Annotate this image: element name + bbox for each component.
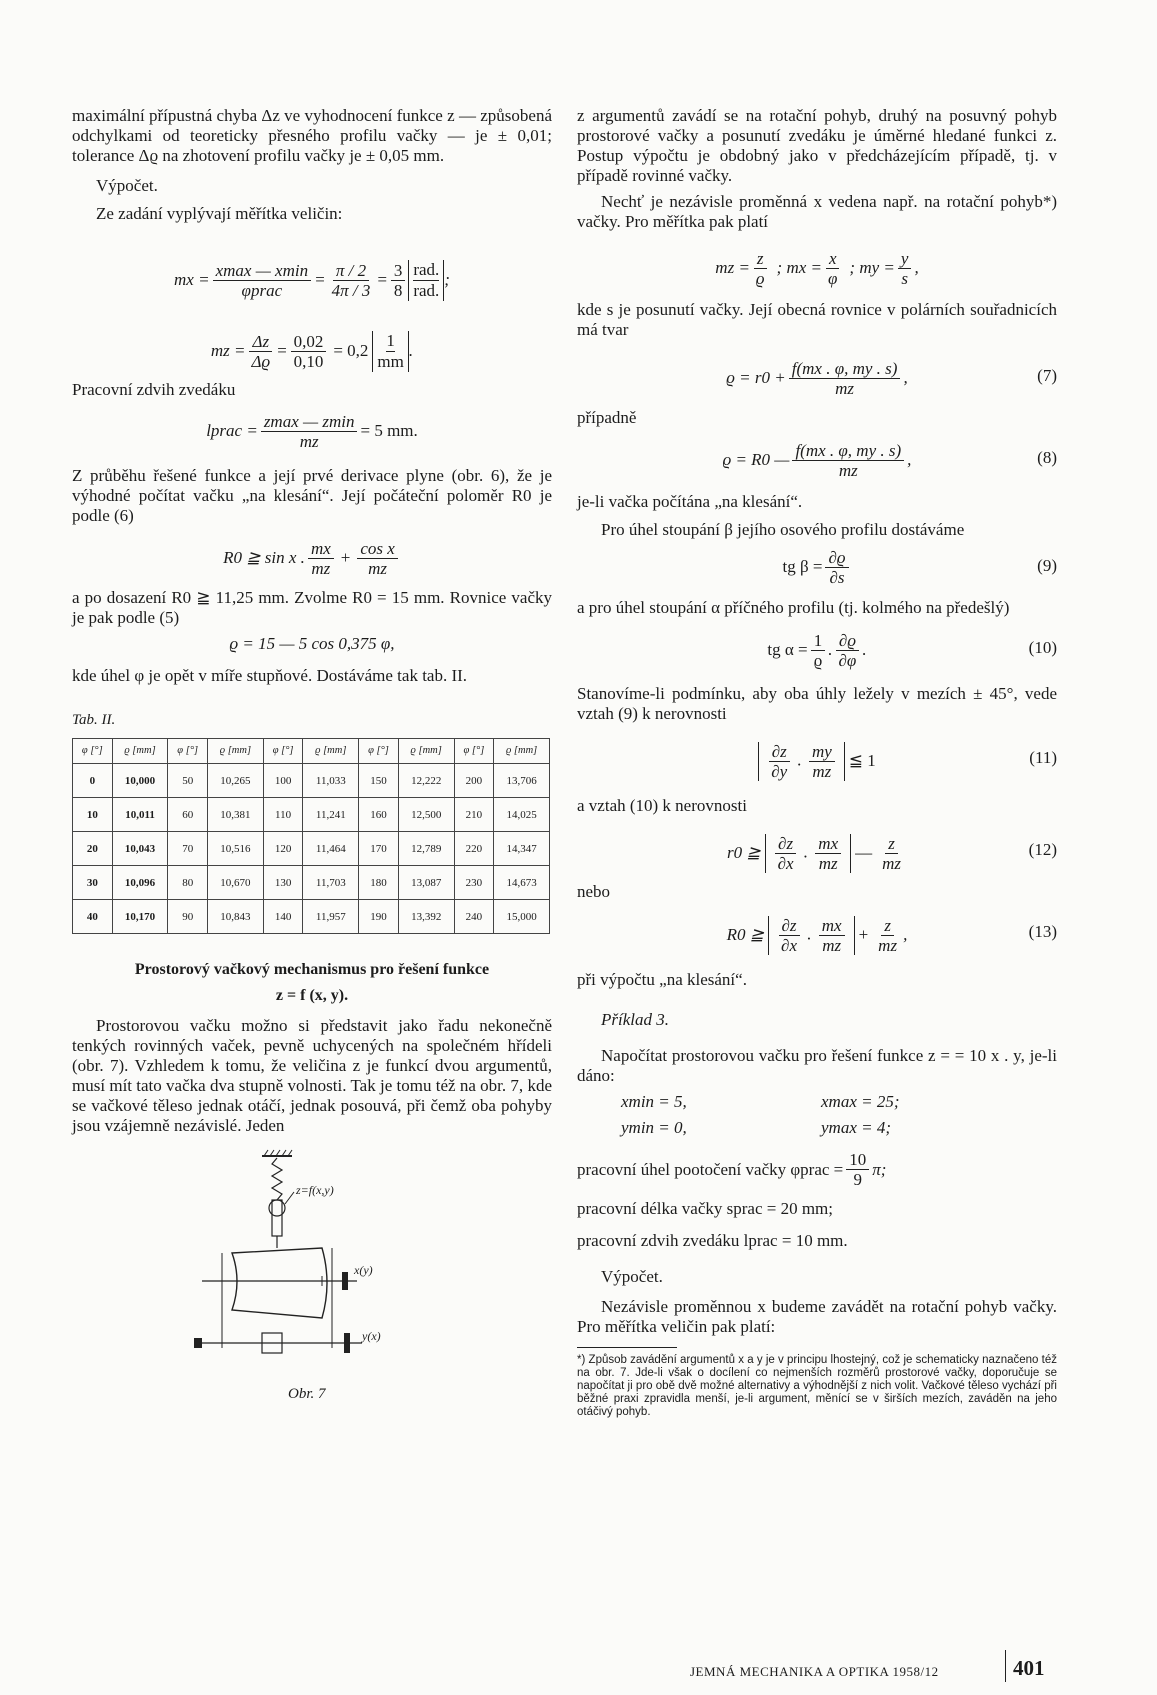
table-cell: 180: [359, 866, 399, 900]
table-cell: 10,000: [112, 764, 168, 798]
table-cell: 13,087: [398, 866, 454, 900]
data-table: [72, 738, 550, 934]
equation-number: (10): [1028, 638, 1057, 657]
paragraph: Z průběhu řešené funkce a její prvé derivace plyne (obr. 6), že je výhodné počítat vačku „na klesání“. Její počáteční poloměr R0 je podle (6): [72, 466, 552, 525]
footnote: *) Způsob zavádění argumentů x a y je v principu lhostejný, což je schematicky naznačeno též na obr. 7. Jde-li však o docílení co nejmenších rozměrů prostorové vačky, doporučuje se napočítat ji pro obě dvě možné alternativy a výhodnější z nich volit. Vačkové těleso vychází při běžné praxi zpravidla menší, je-li argument, měnící se v širších mezích, zaváděn na jeho otáčivý pohyb.: [577, 1354, 1057, 1418]
table-cell: 14,673: [494, 866, 550, 900]
paragraph: pracovní zdvih zvedáku lprac = 10 mm.: [577, 1231, 848, 1250]
paragraph: kde úhel φ je opět v míře stupňové. Dostáváme tak tab. II.: [72, 666, 468, 685]
paragraph: kde s je posunutí vačky. Její obecná rovnice v polárních souřadnicích má tvar: [577, 300, 1057, 339]
ymax-value: ymax = 4;: [821, 1118, 892, 1137]
table-header: φ [°]: [359, 739, 399, 764]
table-cell: 170: [359, 832, 399, 866]
working-angle: pracovní úhel pootočení vačky φprac = $\frac{10}{9}$ π;: [577, 1150, 887, 1189]
ymin-value: ymin = 0,: [621, 1118, 687, 1137]
table-cell: 14,347: [494, 832, 550, 866]
table-header: ϱ [mm]: [303, 739, 359, 764]
paragraph: případně: [577, 408, 637, 427]
paragraph: maximální přípustná chyba Δz ve vyhodnocení funkce z — způsobená odchylkami od teoreticky přesného profilu vačky — je ± 0,01; tolerance Δϱ na zhotovení profilu vačky je ± 0,05 mm.: [72, 106, 552, 165]
table-cell: 11,241: [303, 798, 359, 832]
table-cell: 12,500: [398, 798, 454, 832]
table-cell: 100: [263, 764, 303, 798]
table-cell: 10,043: [112, 832, 168, 866]
table-cell: 220: [454, 832, 494, 866]
table-header: φ [°]: [454, 739, 494, 764]
paragraph: z argumentů zavádí se na rotační pohyb, druhý na posuvný pohyb prostorové vačky a posunutí zvedáku je úměrné hledané funkci z. Postup výpočtu je obdobný jako v předcházejícím případě, tj. v případě rovinné vačky.: [577, 106, 1057, 185]
table-cell: 10,170: [112, 900, 168, 934]
table-caption: Tab. II.: [72, 712, 116, 728]
paragraph: a pro úhel stoupání α příčného profilu (tj. kolmého na předešlý): [577, 598, 1010, 617]
equation-mz: mz = $\frac{\Delta z}{\Delta ϱ}$ = $\frac{0,02}{0,10}$ = 0,2 1 mm .: [210, 330, 414, 371]
table-cell: 10: [73, 798, 113, 832]
equation-mx: mx = $\frac{xmax — xmin}{\text{φprac}}$ = $\frac{\pi / 2}{4\pi / 3}$ = $\frac{3}{8}$ rad. rad. ;: [174, 259, 450, 300]
table-cell: 10,381: [208, 798, 264, 832]
xmin-value: xmin = 5,: [621, 1092, 687, 1111]
table-cell: 40: [73, 900, 113, 934]
equation-number: (8): [1037, 448, 1057, 467]
table-cell: 200: [454, 764, 494, 798]
table-cell: 11,957: [303, 900, 359, 934]
table-cell: 70: [168, 832, 208, 866]
table-cell: 50: [168, 764, 208, 798]
table-cell: 10,670: [208, 866, 264, 900]
equation-number: (7): [1037, 366, 1057, 385]
table-header: ϱ [mm]: [398, 739, 454, 764]
table-cell: 13,392: [398, 900, 454, 934]
equation-r0: R0 ≧ sin x . $\frac{mx}{mz}$ + $\frac{\text{cos x}}{mz}$: [72, 534, 552, 582]
figure-caption: Obr. 7: [288, 1386, 326, 1402]
given-values: [577, 1092, 1057, 1138]
table-cell: 11,703: [303, 866, 359, 900]
table-header: φ [°]: [168, 739, 208, 764]
table-cell: 130: [263, 866, 303, 900]
table-cell: 11,464: [303, 832, 359, 866]
equation-8: ϱ = R0 — $\frac{f(mx . \varphi, my . s)}{mz}$ , (8): [722, 440, 1057, 480]
paragraph: Výpočet.: [96, 176, 158, 195]
paragraph: a po dosazení R0 ≧ 11,25 mm. Zvolme R0 = 15 mm. Rovnice vačky je pak podle (5): [72, 588, 552, 627]
equation-lprac: lprac = $\frac{zmax — zmin}{mz}$ = 5 mm.: [206, 411, 418, 451]
table-header: ϱ [mm]: [112, 739, 168, 764]
table-cell: 0: [73, 764, 113, 798]
left-column: [72, 106, 552, 1408]
table-row: [73, 798, 550, 832]
equation-number: (9): [1037, 556, 1057, 575]
table-cell: 240: [454, 900, 494, 934]
paragraph: Výpočet.: [601, 1267, 663, 1286]
paragraph: Stanovíme-li podmínku, aby oba úhly ležely v mezích ± 45°, vede vztah (9) k nerovnosti: [577, 684, 1057, 723]
page-number: 401: [1013, 1656, 1045, 1680]
paragraph: Napočítat prostorovou vačku pro řešení funkce z = = 10 x . y, je-li dáno:: [577, 1046, 1057, 1085]
equation-7: ϱ = r0 + $\frac{f(mx . \varphi, my . s)}{mz}$ , (7): [726, 358, 1057, 398]
paragraph: Nezávisle proměnnou x budeme zavádět na rotační pohyb vačky. Pro měřítka veličin pak platí:: [577, 1297, 1057, 1336]
footer-separator: [1005, 1650, 1006, 1682]
table-cell: 150: [359, 764, 399, 798]
xmax-value: xmax = 25;: [821, 1092, 900, 1111]
equation-13: R0 ≧ $\frac{\partial z}{\partial x}$ . $\frac{mx}{mz}$ + $\frac{z}{mz}$ , (13): [726, 915, 1057, 955]
table-cell: 10,265: [208, 764, 264, 798]
paragraph: Pracovní zdvih zvedáku: [72, 380, 236, 399]
equation-scales: mz = $\frac{z}{ϱ}$ ; mx = $\frac{x}{\varphi}$ ; my = $\frac{y}{s}$ ,: [715, 248, 919, 288]
table-cell: 14,025: [494, 798, 550, 832]
table-cell: 110: [263, 798, 303, 832]
paragraph: při výpočtu „na klesání“.: [577, 970, 747, 989]
table-cell: 30: [73, 866, 113, 900]
equation-number: (11): [1029, 748, 1057, 767]
table-cell: 90: [168, 900, 208, 934]
figure-label-z: z=f(x,y): [296, 1183, 334, 1197]
table-cell: 20: [73, 832, 113, 866]
paragraph: pracovní délka vačky sprac = 20 mm;: [577, 1199, 834, 1218]
table-cell: 60: [168, 798, 208, 832]
table-cell: 160: [359, 798, 399, 832]
table-cell: 12,789: [398, 832, 454, 866]
equation-rho: ϱ = 15 — 5 cos 0,375 φ,: [229, 634, 395, 653]
table-cell: 190: [359, 900, 399, 934]
table-cell: 10,516: [208, 832, 264, 866]
equation-number: (12): [1028, 840, 1057, 859]
footnote-rule: [577, 1347, 677, 1348]
table-header: ϱ [mm]: [208, 739, 264, 764]
table-cell: 10,096: [112, 866, 168, 900]
equation-11: $\frac{\partial z}{\partial y}$ . $\frac{my}{mz}$ ≦ 1 (11): [577, 736, 1057, 786]
section-heading: Prostorový vačkový mechanismus pro řešení funkce: [134, 961, 490, 978]
figure-label-y: y(x): [362, 1329, 381, 1343]
paragraph: nebo: [577, 882, 611, 901]
table-cell: 12,222: [398, 764, 454, 798]
table-cell: 210: [454, 798, 494, 832]
table-cell: 80: [168, 866, 208, 900]
example-heading: Příklad 3.: [601, 1010, 669, 1029]
table-cell: 120: [263, 832, 303, 866]
figure-cam-mechanism: [192, 1148, 432, 1408]
table-cell: 10,011: [112, 798, 168, 832]
paragraph: Prostorovou vačku možno si představit jako řadu nekonečně tenkých rovinných vaček, pevně uchycených na společném hřídeli (obr. 7). Vzhledem k tomu, že veličina z je funkcí dvou argumentů, musí mít tato vačka dva stupně volnosti. Tak je tomu též na obr. 7, kde se vačkové těleso jednak otáčí, jednak posouvá, při čemž oba pohyby jsou vzájemně nezávislé. Jeden: [72, 1016, 552, 1135]
journal-footer: JEMNÁ MECHANIKA A OPTIKA 1958/12: [690, 1664, 939, 1679]
table-header: ϱ [mm]: [494, 739, 550, 764]
paragraph: Nechť je nezávisle proměnná x vedena např. na rotační pohyb*) vačky. Pro měřítka pak platí: [577, 192, 1057, 231]
paragraph: Pro úhel stoupání β jejího osového profilu dostáváme: [601, 520, 965, 539]
figure-label-x: x(y): [354, 1263, 373, 1277]
table-row: [73, 764, 550, 798]
paragraph: a vztah (10) k nerovnosti: [577, 796, 747, 815]
table-row: [73, 832, 550, 866]
table-header: φ [°]: [73, 739, 113, 764]
equation-12: r0 ≧ $\frac{\partial z}{\partial x}$ . $\frac{mx}{mz}$ — $\frac{z}{mz}$ (12): [726, 833, 1057, 873]
equation-number: (13): [1028, 922, 1057, 941]
table-row: [73, 866, 550, 900]
table-header: φ [°]: [263, 739, 303, 764]
table-cell: 15,000: [494, 900, 550, 934]
table-cell: 230: [454, 866, 494, 900]
right-column: [577, 106, 1057, 1419]
table-cell: 10,843: [208, 900, 264, 934]
table-cell: 11,033: [303, 764, 359, 798]
equation-10: tg α = $\frac{1}{ϱ}$ . $\frac{\partial ϱ}{\partial\varphi}$ . (10): [767, 630, 1057, 670]
table-cell: 13,706: [494, 764, 550, 798]
paragraph: je-li vačka počítána „na klesání“.: [577, 492, 803, 511]
table-cell: 140: [263, 900, 303, 934]
section-heading-formula: z = f (x, y).: [275, 987, 349, 1004]
paragraph: Ze zadání vyplývají měřítka veličin:: [96, 204, 343, 223]
equation-9: tg β = $\frac{\partial ϱ}{\partial s}$ (9): [782, 547, 1057, 587]
table-row: [73, 900, 550, 934]
